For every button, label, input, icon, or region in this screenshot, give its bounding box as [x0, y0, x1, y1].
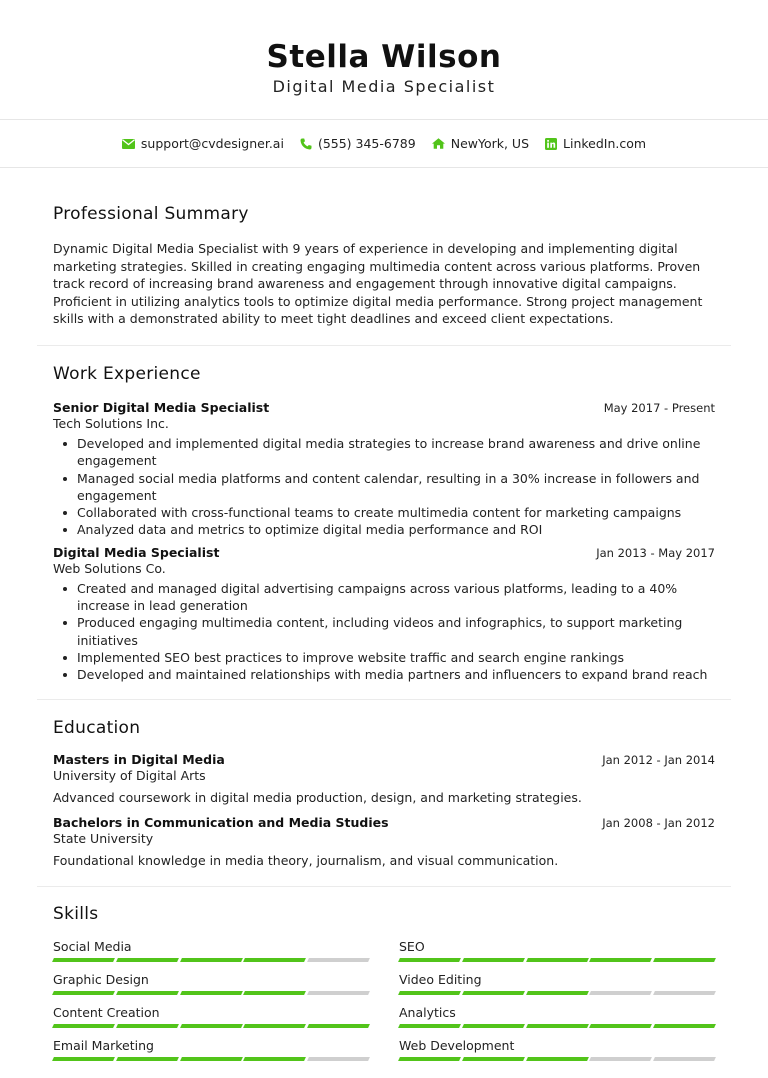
job-role: Digital Media Specialist — [53, 544, 220, 560]
list-item: Analyzed data and metrics to optimize digital media performance and ROI — [53, 521, 715, 538]
job-bullets — [53, 435, 715, 539]
linkedin-text: LinkedIn.com — [563, 136, 647, 151]
skill-level-segment — [398, 958, 461, 962]
experience-heading: Work Experience — [53, 363, 201, 384]
education-date: Jan 2008 - Jan 2012 — [602, 815, 715, 830]
skill-item — [399, 1037, 715, 1061]
job-role: Senior Digital Media Specialist — [53, 399, 270, 415]
skill-level-segment — [589, 1057, 652, 1061]
contact-linkedin[interactable] — [545, 136, 646, 151]
skill-level-segment — [653, 1024, 716, 1028]
education-section — [37, 700, 731, 886]
phone-text: (555) 345-6789 — [317, 136, 416, 151]
list-item: Implemented SEO best practices to improve website traffic and search engine rankings — [53, 649, 715, 666]
skill-level-bar — [53, 958, 369, 962]
summary-section — [37, 168, 731, 345]
skill-level-segment — [116, 991, 179, 995]
skill-name: Social Media — [53, 938, 132, 954]
skill-level-segment — [52, 1024, 115, 1028]
skill-level-segment — [180, 958, 243, 962]
skills-heading: Skills — [53, 903, 99, 924]
skill-level-segment — [307, 1024, 370, 1028]
skill-level-segment — [398, 991, 461, 995]
skill-level-segment — [398, 1024, 461, 1028]
skill-level-segment — [526, 991, 589, 995]
skill-level-segment — [526, 1024, 589, 1028]
job-date: Jan 2013 - May 2017 — [596, 545, 715, 560]
skill-item — [53, 938, 369, 962]
skill-level-segment — [653, 958, 716, 962]
job-company: Web Solutions Co. — [53, 560, 166, 576]
school-name: State University — [53, 830, 154, 846]
skill-level-segment — [589, 1024, 652, 1028]
contact-location — [432, 136, 529, 151]
skill-level-segment — [462, 991, 525, 995]
skill-level-segment — [307, 958, 370, 962]
candidate-title: Digital Media Specialist — [272, 77, 496, 96]
skill-name: Web Development — [399, 1037, 515, 1053]
job-date: May 2017 - Present — [603, 400, 715, 415]
skill-name: SEO — [399, 938, 425, 954]
education-entry — [53, 815, 715, 870]
summary-heading: Professional Summary — [53, 204, 249, 224]
experience-section — [37, 346, 731, 699]
skill-level-segment — [526, 1057, 589, 1061]
summary-text: Dynamic Digital Media Specialist with 9 years of experience in developing and implementing digital marketing strategies. Skilled in creating engaging multimedia content across various platforms. Proven track record of increasing brand awareness and engagement through innovative digital campaigns. Proficient in utilizing analytics tools to optimize digital media performance. Strong project management skills with a demonstrated ability to meet tight deadlines and exceed client expectations. — [53, 241, 703, 327]
skills-section — [37, 887, 731, 1070]
list-item: Collaborated with cross-functional teams to create multimedia content for marketing campaigns — [53, 504, 715, 521]
skill-level-segment — [180, 1057, 243, 1061]
skill-level-segment — [116, 1057, 179, 1061]
skill-level-segment — [589, 958, 652, 962]
skill-level-bar — [53, 1024, 369, 1028]
contact-email[interactable] — [122, 136, 284, 151]
education-description: Foundational knowledge in media theory, journalism, and visual communication. — [53, 852, 559, 868]
job-entry — [53, 400, 715, 539]
skill-level-segment — [243, 958, 306, 962]
education-entry — [53, 752, 715, 807]
skill-level-bar — [53, 991, 369, 995]
candidate-name: Stella Wilson — [266, 39, 502, 75]
skill-level-bar — [53, 1057, 369, 1061]
skill-level-bar — [399, 991, 715, 995]
list-item: Produced engaging multimedia content, including videos and infographics, to support marketing initiatives — [53, 614, 715, 649]
skill-name: Content Creation — [53, 1004, 160, 1020]
skill-level-segment — [243, 1057, 306, 1061]
job-entry — [53, 545, 715, 684]
skills-grid — [53, 938, 715, 1070]
email-text: support@cvdesigner.ai — [140, 136, 284, 151]
home-icon — [432, 138, 445, 149]
skill-level-segment — [653, 1057, 716, 1061]
phone-icon — [300, 138, 312, 150]
skill-level-bar — [399, 1057, 715, 1061]
skill-level-segment — [116, 958, 179, 962]
school-name: University of Digital Arts — [53, 767, 206, 783]
skill-name: Video Editing — [399, 971, 482, 987]
skill-level-bar — [399, 1024, 715, 1028]
list-item: Developed and implemented digital media strategies to increase brand awareness and drive online engagement — [53, 435, 715, 470]
envelope-icon — [122, 139, 135, 149]
skill-item — [53, 971, 369, 995]
contact-bar — [0, 120, 768, 168]
skill-item — [399, 938, 715, 962]
skill-level-segment — [52, 991, 115, 995]
skill-level-segment — [462, 958, 525, 962]
resume-header — [0, 0, 768, 120]
list-item: Developed and maintained relationships with media partners and influencers to expand brand reach — [53, 666, 715, 683]
job-bullets — [53, 580, 715, 684]
skill-level-segment — [180, 1024, 243, 1028]
list-item: Created and managed digital advertising campaigns across various platforms, leading to a 40% increase in lead generation — [53, 580, 715, 615]
skill-level-bar — [399, 958, 715, 962]
skill-level-segment — [462, 1024, 525, 1028]
skill-item — [399, 971, 715, 995]
location-text: NewYork, US — [450, 136, 530, 151]
skill-level-segment — [243, 1024, 306, 1028]
education-heading: Education — [53, 717, 141, 738]
skill-item — [53, 1004, 369, 1028]
education-date: Jan 2012 - Jan 2014 — [602, 752, 715, 767]
linkedin-icon — [545, 138, 557, 150]
skill-name: Graphic Design — [53, 971, 149, 987]
skill-level-segment — [243, 991, 306, 995]
skill-level-segment — [52, 958, 115, 962]
skill-item — [53, 1037, 369, 1061]
skill-level-segment — [653, 991, 716, 995]
skill-level-segment — [398, 1057, 461, 1061]
skill-level-segment — [180, 991, 243, 995]
skill-name: Analytics — [399, 1004, 456, 1020]
education-description: Advanced coursework in digital media production, design, and marketing strategies. — [53, 789, 582, 805]
contact-phone[interactable] — [300, 136, 416, 151]
skill-level-segment — [307, 991, 370, 995]
skill-name: Email Marketing — [53, 1037, 154, 1053]
skill-level-segment — [116, 1024, 179, 1028]
skill-level-segment — [307, 1057, 370, 1061]
degree-name: Bachelors in Communication and Media Studies — [53, 814, 389, 830]
degree-name: Masters in Digital Media — [53, 751, 225, 767]
skill-level-segment — [526, 958, 589, 962]
skill-item — [399, 1004, 715, 1028]
skill-level-segment — [52, 1057, 115, 1061]
list-item: Managed social media platforms and content calendar, resulting in a 30% increase in followers and engagement — [53, 470, 715, 505]
job-company: Tech Solutions Inc. — [53, 415, 169, 431]
skill-level-segment — [589, 991, 652, 995]
skill-level-segment — [462, 1057, 525, 1061]
